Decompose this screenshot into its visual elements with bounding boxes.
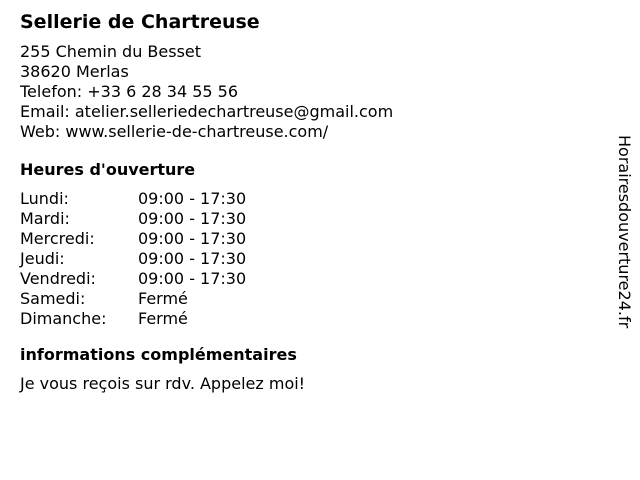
additional-info-text: Je vous reçois sur rdv. Appelez moi! (20, 374, 306, 393)
day-label: Vendredi: (20, 269, 96, 288)
time-value: 09:00 - 17:30 (138, 209, 247, 228)
business-name: Sellerie de Chartreuse (20, 11, 260, 33)
city-postcode: 38620 Merlas (20, 62, 129, 81)
hours-row (20, 309, 600, 329)
day-label: Dimanche: (20, 309, 107, 328)
hours-row (20, 289, 600, 309)
additional-info-heading: informations complémentaires (20, 345, 297, 364)
opening-hours-table (20, 189, 600, 329)
time-value: 09:00 - 17:30 (138, 229, 247, 248)
day-label: Mercredi: (20, 229, 95, 248)
email-address: Email: atelier.selleriedechartreuse@gmail.com (20, 102, 394, 121)
hours-row (20, 189, 600, 209)
street-address: 255 Chemin du Besset (20, 42, 202, 61)
website-address: Web: www.sellerie-de-chartreuse.com/ (20, 122, 329, 141)
time-value: 09:00 - 17:30 (138, 269, 247, 288)
time-value: Fermé (138, 289, 188, 308)
time-value: 09:00 - 17:30 (138, 249, 247, 268)
opening-hours-heading: Heures d'ouverture (20, 160, 196, 179)
time-value: 09:00 - 17:30 (138, 189, 247, 208)
time-value: Fermé (138, 309, 188, 328)
phone-number: Telefon: +33 6 28 34 55 56 (20, 82, 239, 101)
hours-row (20, 209, 600, 229)
day-label: Jeudi: (20, 249, 65, 268)
day-label: Samedi: (20, 289, 86, 308)
day-label: Lundi: (20, 189, 69, 208)
contact-details (20, 42, 600, 142)
hours-row (20, 249, 600, 269)
hours-row (20, 229, 600, 249)
business-info (20, 10, 600, 394)
day-label: Mardi: (20, 209, 70, 228)
hours-row (20, 269, 600, 289)
site-watermark: Horairesdouverture24.fr (615, 135, 634, 329)
